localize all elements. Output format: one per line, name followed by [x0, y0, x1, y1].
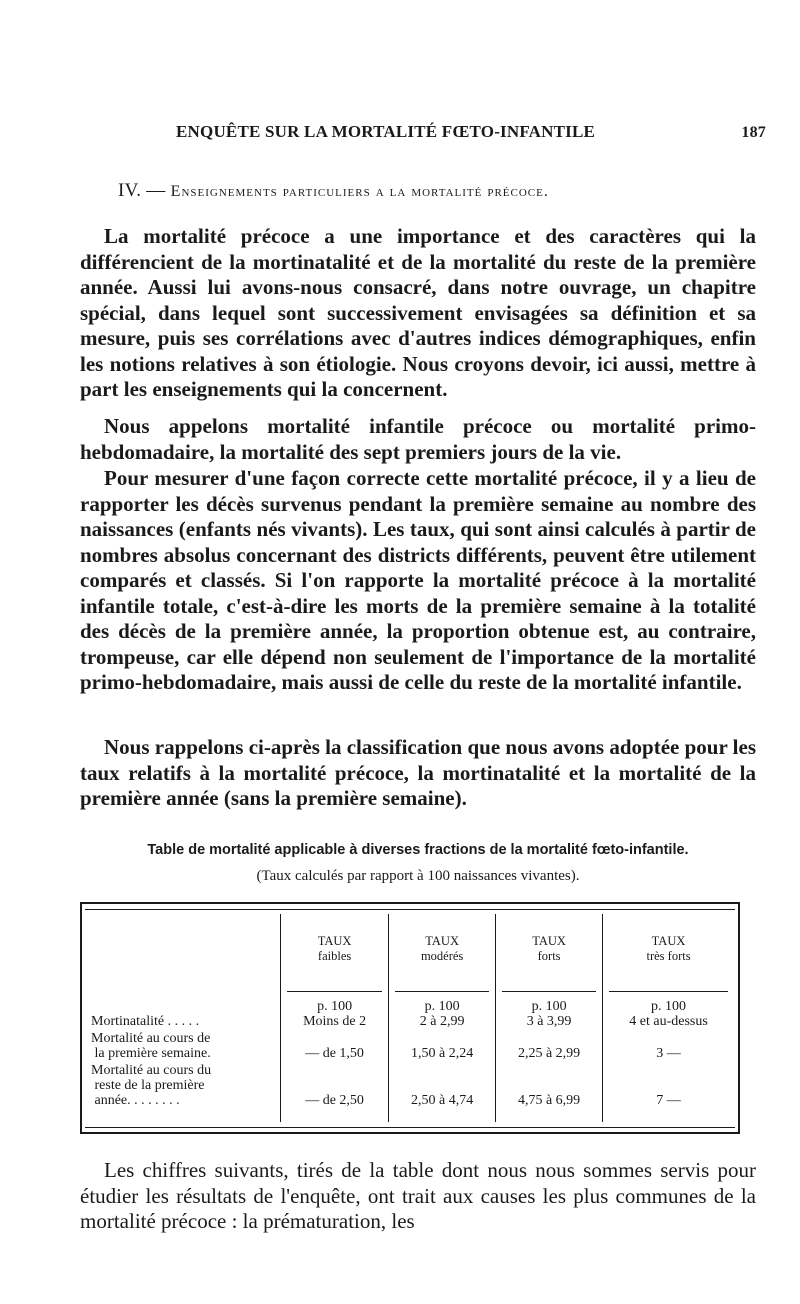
unit-row — [88, 992, 734, 1014]
mortality-table-frame — [80, 902, 740, 1134]
unit-cell: p. 100 — [389, 992, 496, 1014]
table-title: Table de mortalité applicable à diverses fractions de la mortalité fœto-infantile. — [147, 842, 689, 858]
table-cell: 3 — — [603, 1029, 734, 1061]
section-heading — [118, 180, 758, 202]
table-header-row — [88, 914, 734, 984]
paragraph-4-text: Nous rappelons ci-après la classification que nous avons adoptée pour les taux relatifs à la mortalité précoce, la mortinatalité et la mortalité de la première année (sans la première semaine). — [80, 735, 756, 810]
header-col-tres-forts: TAUX très forts — [603, 914, 734, 984]
paragraph-3-text: Pour mesurer d'une façon correcte cette mortalité précoce, il y a lieu de rapporter les décès survenus pendant la première semaine au nombre des naissances (enfants nés vivants). Les taux, qui sont ainsi calculés à partir de nombres absolus concernant des districts différents, peuvent être utilement comparés et classés. Si l'on rapporte la mortalité précoce à la mortalité infantile totale, c'est-à-dire les morts de la première semaine à la totalité des décès de la première année, la proportion obtenue est, au contraire, trompeuse, car elle dépend non seulement de l'importance de la mortalité primo-hebdomadaire, mais aussi de celle du reste de la mortalité infantile. — [80, 466, 756, 694]
paragraph-2-text: Nous appelons mortalité infantile précoce ou mortalité primo-hebdomadaire, la mortalité des sept premiers jours de la vie. — [80, 414, 756, 464]
running-head — [176, 122, 766, 142]
table-row-premiere-semaine — [88, 1029, 734, 1061]
header-col-moderes: TAUX modérés — [389, 914, 496, 984]
header-rule-row — [88, 984, 734, 992]
row-label: Mortinatalité . . . . . — [91, 1014, 200, 1029]
row-label: Mortalité au cours du reste de la première année. . . . . . . . — [91, 1063, 212, 1108]
table-row-reste-annee — [88, 1061, 734, 1122]
header-blank-cell — [88, 914, 281, 984]
table-cell: — de 1,50 — [281, 1029, 389, 1061]
table-cell: 3 à 3,99 — [496, 1014, 603, 1029]
table-cell: Moins de 2 — [281, 1014, 389, 1029]
table-cell: 4 et au-dessus — [603, 1014, 734, 1029]
header-col-faibles: TAUX faibles — [281, 914, 389, 984]
unit-cell: p. 100 — [281, 992, 389, 1014]
paragraph-2 — [80, 414, 756, 465]
paragraph-5 — [80, 1158, 756, 1235]
unit-cell: p. 100 — [496, 992, 603, 1014]
table-cell: 7 — — [603, 1061, 734, 1122]
row-label: Mortalité au cours de la première semaine. — [91, 1031, 211, 1061]
table-cell: 4,75 à 6,99 — [496, 1061, 603, 1122]
paragraph-4 — [80, 735, 756, 812]
table-subtitle: (Taux calculés par rapport à 100 naissances vivantes). — [256, 868, 580, 884]
table-row-mortinatalite — [88, 1014, 734, 1029]
mortality-table — [88, 914, 734, 1122]
unit-cell: p. 100 — [603, 992, 734, 1014]
section-title: Enseignements particuliers a la mortalité précoce. — [170, 183, 549, 200]
paragraph-1-text: La mortalité précoce a une importance et des caractères qui la différencient de la mortinatalité et de la mortalité du reste de la première année. Aussi lui avons-nous consacré, dans notre ouvrage, un chapitre spécial, dans lequel sont successivement envisagées sa définition et sa mesure, puis ses corrélations avec d'autres indices démographiques, enfin les notions relatives à son étiologie. Nous croyons devoir, ici aussi, mettre à part les enseignements qui la concernent. — [80, 224, 756, 401]
table-cell: — de 2,50 — [281, 1061, 389, 1122]
table-cell: 1,50 à 2,24 — [389, 1029, 496, 1061]
table-cell: 2,25 à 2,99 — [496, 1029, 603, 1061]
table-cell: 2 à 2,99 — [389, 1014, 496, 1029]
section-number: IV. — — [118, 180, 166, 201]
running-title: ENQUÊTE SUR LA MORTALITÉ FŒTO-INFANTILE — [176, 122, 596, 141]
paragraph-1 — [80, 224, 756, 403]
paragraph-3 — [80, 466, 756, 696]
paragraph-5-text: Les chiffres suivants, tirés de la table dont nous nous sommes servis pour étudier les résultats de l'enquête, ont trait aux causes les plus communes de la mortalité précoce : la prématuration, les — [80, 1158, 756, 1233]
table-cell: 2,50 à 4,74 — [389, 1061, 496, 1122]
page-number: 187 — [741, 124, 766, 141]
header-col-forts: TAUX forts — [496, 914, 603, 984]
